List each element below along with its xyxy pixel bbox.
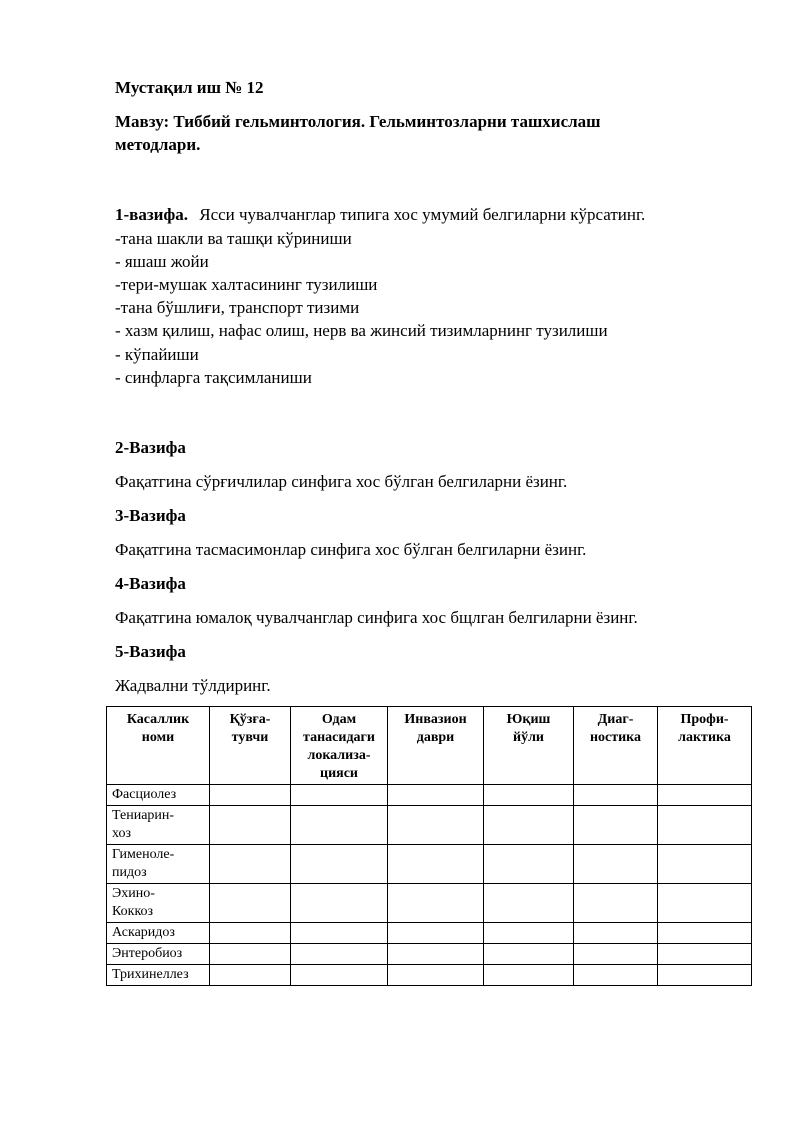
answer-cell[interactable] xyxy=(484,785,574,806)
answer-cell[interactable] xyxy=(484,845,574,884)
disease-table xyxy=(106,706,752,986)
column-header-disease-name: Касаллик номи xyxy=(107,707,210,785)
table-header-row xyxy=(107,707,752,785)
answer-cell[interactable] xyxy=(658,923,752,944)
task3-text: Фақатгина тасмасимонлар синфига хос бўлган белгиларни ёзинг. xyxy=(115,540,587,559)
answer-cell[interactable] xyxy=(574,845,658,884)
table-row xyxy=(107,806,752,845)
work-title: Мустақил иш № 12 xyxy=(115,78,264,97)
answer-cell[interactable] xyxy=(574,965,658,986)
disease-name-cell: Аскаридоз xyxy=(107,923,210,944)
task2-heading: 2-Вазифа xyxy=(115,438,186,457)
column-header-pathogen: Қўзға- тувчи xyxy=(210,707,291,785)
answer-cell[interactable] xyxy=(291,785,388,806)
disease-name-cell: Гименоле- пидоз xyxy=(107,845,210,884)
column-header-diagnostics: Диаг- ностика xyxy=(574,707,658,785)
answer-cell[interactable] xyxy=(388,806,484,845)
disease-name-cell: Энтеробиоз xyxy=(107,944,210,965)
answer-cell[interactable] xyxy=(484,884,574,923)
task1-item: - кўпайиши xyxy=(115,345,199,364)
answer-cell[interactable] xyxy=(658,845,752,884)
table-row xyxy=(107,785,752,806)
answer-cell[interactable] xyxy=(658,965,752,986)
task1-heading: 1-вазифа. xyxy=(115,205,188,224)
answer-cell[interactable] xyxy=(574,785,658,806)
answer-cell[interactable] xyxy=(658,785,752,806)
answer-cell[interactable] xyxy=(291,923,388,944)
topic-line-2: методлари. xyxy=(115,135,201,154)
table-row xyxy=(107,845,752,884)
answer-cell[interactable] xyxy=(484,965,574,986)
answer-cell[interactable] xyxy=(388,923,484,944)
disease-name-cell: Тениарин- хоз xyxy=(107,806,210,845)
answer-cell[interactable] xyxy=(574,806,658,845)
answer-cell[interactable] xyxy=(484,806,574,845)
answer-cell[interactable] xyxy=(484,944,574,965)
table-row xyxy=(107,965,752,986)
answer-cell[interactable] xyxy=(291,965,388,986)
task4-text: Фақатгина юмалоқ чувалчанглар синфига хос бщлган белгиларни ёзинг. xyxy=(115,608,638,627)
answer-cell[interactable] xyxy=(388,845,484,884)
task4-heading: 4-Вазифа xyxy=(115,574,186,593)
topic-line-1: Мавзу: Тиббий гельминтология. Гельминтозларни ташхислаш xyxy=(115,112,601,131)
answer-cell[interactable] xyxy=(658,806,752,845)
answer-cell[interactable] xyxy=(574,923,658,944)
column-header-transmission: Юқиш йўли xyxy=(484,707,574,785)
answer-cell[interactable] xyxy=(291,884,388,923)
disease-name-cell: Эхино- Коккоз xyxy=(107,884,210,923)
answer-cell[interactable] xyxy=(210,785,291,806)
task1-text: Ясси чувалчанглар типига хос умумий белгиларни кўрсатинг. xyxy=(199,205,646,224)
task2-text: Фақатгина сўрғичлилар синфига хос бўлган белгиларни ёзинг. xyxy=(115,472,568,491)
answer-cell[interactable] xyxy=(210,923,291,944)
table-row xyxy=(107,884,752,923)
answer-cell[interactable] xyxy=(291,806,388,845)
answer-cell[interactable] xyxy=(658,944,752,965)
answer-cell[interactable] xyxy=(574,944,658,965)
task5-heading: 5-Вазифа xyxy=(115,642,186,661)
disease-name-cell: Фасциолез xyxy=(107,785,210,806)
task3-heading: 3-Вазифа xyxy=(115,506,186,525)
column-header-localization: Одам танасидаги локализа- цияси xyxy=(291,707,388,785)
answer-cell[interactable] xyxy=(388,884,484,923)
task1-item: -тана бўшлиғи, транспорт тизими xyxy=(115,298,360,317)
answer-cell[interactable] xyxy=(210,884,291,923)
answer-cell[interactable] xyxy=(291,845,388,884)
task1-line xyxy=(115,204,645,226)
answer-cell[interactable] xyxy=(210,965,291,986)
task5-text: Жадвални тўлдиринг. xyxy=(115,676,271,695)
answer-cell[interactable] xyxy=(388,785,484,806)
task1-item: -тана шакли ва ташқи кўриниши xyxy=(115,229,352,248)
task1-item: -тери-мушак халтасининг тузилиши xyxy=(115,275,378,294)
answer-cell[interactable] xyxy=(210,845,291,884)
column-header-prophylaxis: Профи- лактика xyxy=(658,707,752,785)
answer-cell[interactable] xyxy=(388,965,484,986)
answer-cell[interactable] xyxy=(574,884,658,923)
task1-item: - яшаш жойи xyxy=(115,252,209,271)
answer-cell[interactable] xyxy=(658,884,752,923)
table-row xyxy=(107,923,752,944)
task1-item: - синфларга тақсимланиши xyxy=(115,368,312,387)
answer-cell[interactable] xyxy=(484,923,574,944)
answer-cell[interactable] xyxy=(210,944,291,965)
table-row xyxy=(107,944,752,965)
answer-cell[interactable] xyxy=(210,806,291,845)
answer-cell[interactable] xyxy=(388,944,484,965)
column-header-invasion-stage: Инвазион даври xyxy=(388,707,484,785)
answer-cell[interactable] xyxy=(291,944,388,965)
disease-name-cell: Трихинеллез xyxy=(107,965,210,986)
task1-item: - хазм қилиш, нафас олиш, нерв ва жинсий тизимларнинг тузилиши xyxy=(115,321,608,340)
